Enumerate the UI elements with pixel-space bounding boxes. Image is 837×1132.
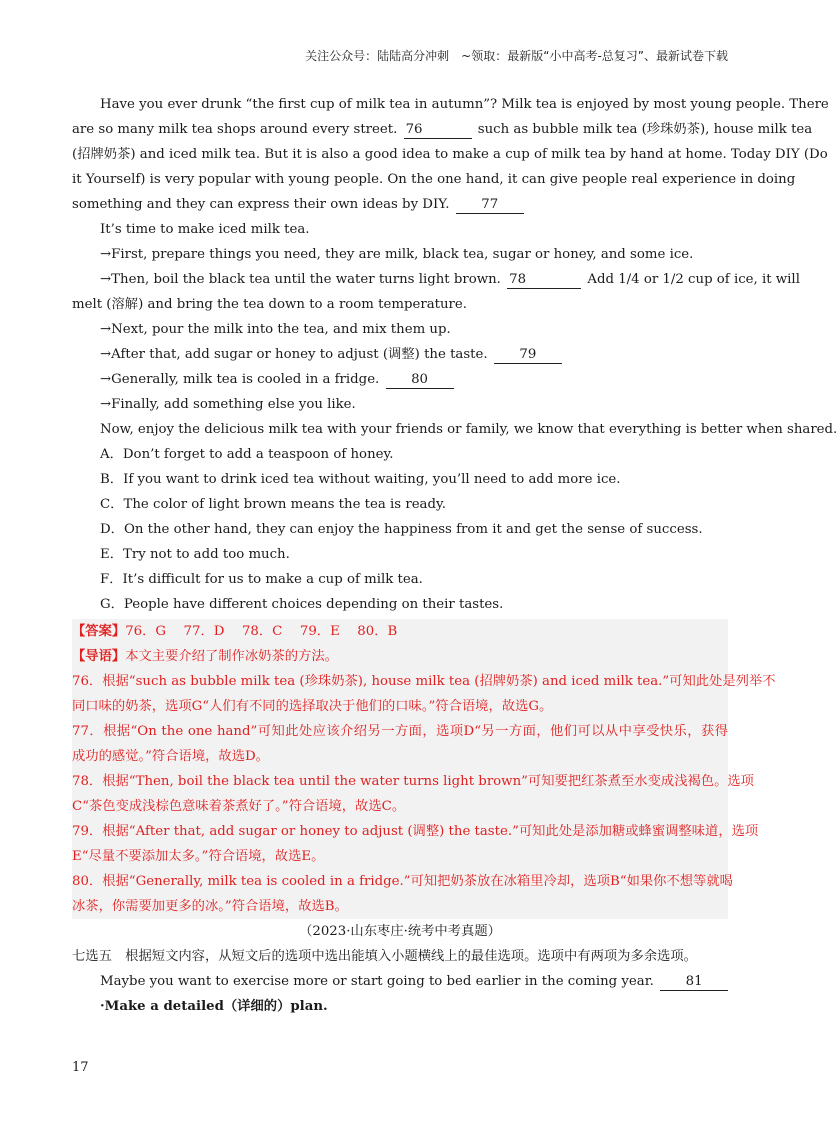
option-e: E．Try not to add too much. — [100, 547, 290, 562]
step-line: →Then, boil the black tea until the water turns light brown. 78 Add 1/4 or 1/2 cup of ice, it will — [100, 272, 800, 287]
blank-81[interactable]: 81 — [660, 974, 728, 991]
step-line: →Generally, milk tea is cooled in a fridge. 80 — [72, 367, 728, 392]
passage-line: Now, enjoy the delicious milk tea with your friends or family, we know that everything is better when shared. — [100, 422, 837, 437]
answer-section — [72, 619, 776, 919]
passage-line: Have you ever drunk “the first cup of milk tea in autumn”? Milk tea is enjoyed by most young people. There — [100, 97, 829, 112]
page-content — [72, 92, 837, 1019]
option-f: F．It’s difficult for us to make a cup of milk tea. — [100, 572, 423, 587]
explanation-79-cont: E“尽量不要添加太多。”符合语境，故选E。 — [72, 849, 325, 864]
page-number: 17 — [72, 1060, 89, 1075]
option-b: B．If you want to drink iced tea without waiting, you’ll need to add more ice. — [100, 472, 621, 487]
blank-79[interactable]: 79 — [494, 347, 562, 364]
blank-78[interactable]: 78 — [507, 272, 581, 289]
step-line: →Finally, add something else you like. — [100, 397, 356, 412]
explanation-79: 79．根据“After that, add sugar or honey to adjust (调整) the taste.”可知此处是添加糖或蜂蜜调整味道，选项 — [72, 824, 759, 839]
option-d: D．On the other hand, they can enjoy the happiness from it and get the sense of success. — [100, 522, 703, 537]
option-c: C．The color of light brown means the tea is ready. — [100, 497, 446, 512]
step-line: →First, prepare things you need, they are milk, black tea, sugar or honey, and some ice. — [100, 247, 694, 262]
explanation-76-cont: 同口味的奶茶，选项G“人们有不同的选择取决于他们的口味。”符合语境，故选G。 — [72, 699, 553, 714]
explanation-77: 77．根据“On the one hand”可知此处应该介绍另一方面，选项D“另一方面，他们可以从中享受快乐，获得 — [72, 724, 728, 739]
passage-line: Maybe you want to exercise more or start going to bed earlier in the coming year. 81 — [72, 969, 728, 994]
passage-line: (招牌奶茶) and iced milk tea. But it is also a good idea to make a cup of milk tea by hand at home. Today DIY (Do — [72, 147, 828, 162]
passage-line: it Yourself) is very popular with young people. On the one hand, it can give people real experience in doing — [72, 172, 796, 187]
source-note: （2023·山东枣庄·统考中考真题） — [299, 924, 501, 939]
passage-line: are so many milk tea shops around every street. 76 such as bubble milk tea (珍珠奶茶), house milk tea — [72, 122, 813, 137]
blank-77[interactable]: 77 — [456, 197, 524, 214]
option-a: A．Don’t forget to add a teaspoon of honey. — [100, 447, 394, 462]
answer-key: 【答案】76．G 77．D 78．C 79．E 80．B — [72, 624, 398, 639]
option-g: G．People have different choices depending on their tastes. — [100, 597, 504, 612]
explanation-78: 78．根据“Then, boil the black tea until the water turns light brown”可知要把红茶煮至水变成浅褐色。选项 — [72, 774, 754, 789]
page-header: 关注公众号：陆陆高分冲刺 ~领取：最新版“小中高考-总复习”、最新试卷下载 — [305, 49, 728, 63]
explanation-80-cont: 冰茶，你需要加更多的冰。”符合语境，故选B。 — [72, 899, 348, 914]
guide-line: 【导语】本文主要介绍了制作冰奶茶的方法。 — [72, 649, 338, 664]
step-line: melt (溶解) and bring the tea down to a room temperature. — [72, 297, 467, 312]
section-heading: ·Make a detailed（详细的）plan. — [100, 999, 328, 1014]
explanation-80: 80．根据“Generally, milk tea is cooled in a fridge.”可知把奶茶放在冰箱里冷却，选项B“如果你不想等就喝 — [72, 874, 733, 889]
blank-80[interactable]: 80 — [386, 372, 454, 389]
passage-line: It’s time to make iced milk tea. — [100, 222, 310, 237]
explanation-77-cont: 成功的感觉。”符合语境，故选D。 — [72, 749, 269, 764]
passage-line: something and they can express their own ideas by DIY. 77 — [72, 192, 728, 217]
blank-76[interactable]: 76 — [404, 122, 472, 139]
explanation-76: 76．根据“such as bubble milk tea (珍珠奶茶), house milk tea (招牌奶茶) and iced milk tea.”可知此处是列举不 — [72, 674, 776, 689]
instruction-line: 七选五 根据短文内容，从短文后的选项中选出能填入小题横线上的最佳选项。选项中有两项为多余选项。 — [72, 949, 697, 964]
explanation-78-cont: C“茶色变成浅棕色意味着茶煮好了。”符合语境，故选C。 — [72, 799, 406, 814]
step-line: →Next, pour the milk into the tea, and mix them up. — [100, 322, 451, 337]
step-line: →After that, add sugar or honey to adjust (调整) the taste. 79 — [72, 342, 728, 367]
